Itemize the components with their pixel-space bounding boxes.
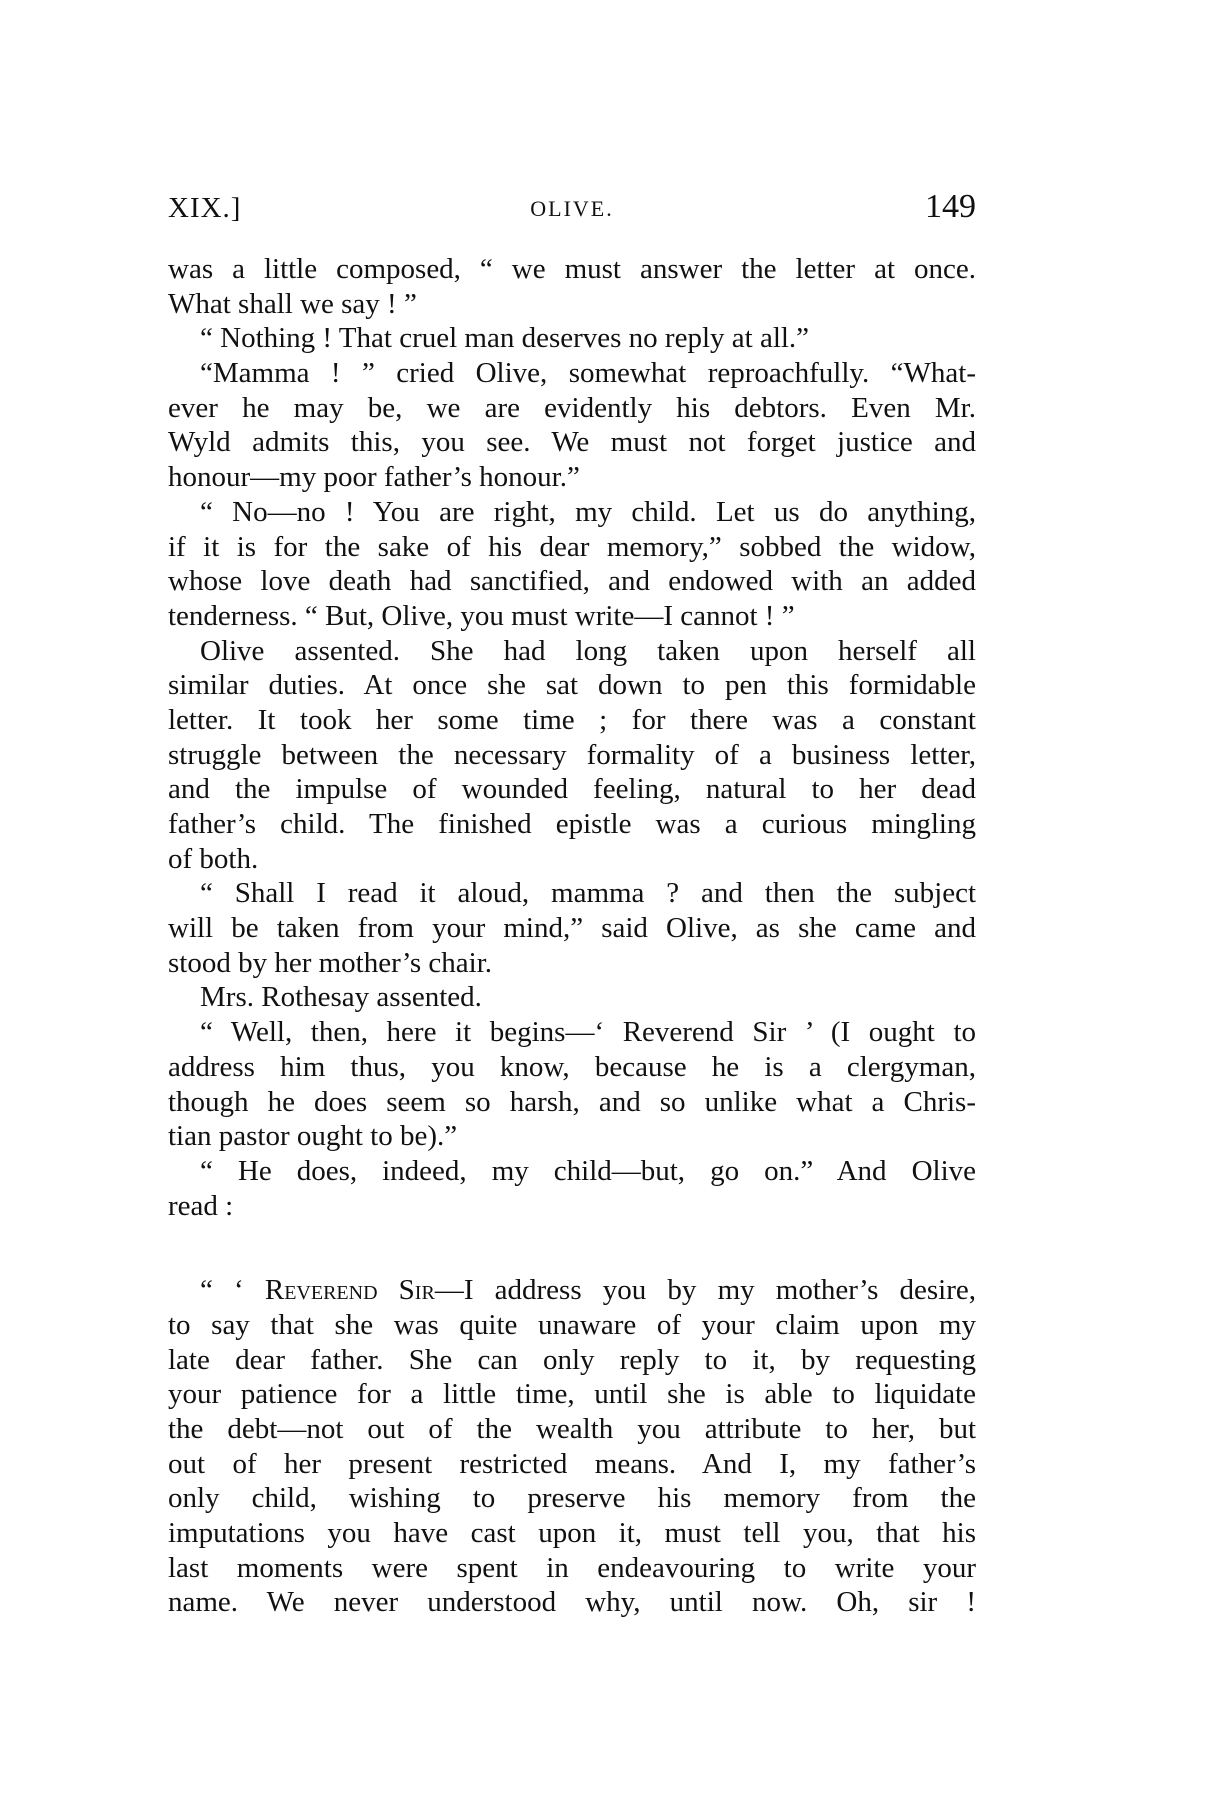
text-line: Olive assented. She had long taken upon herself all	[200, 634, 976, 667]
text-line: ever he may be, we are evidently his debtors. Even Mr.	[168, 391, 976, 424]
text-line: Mrs. Rothesay assented.	[200, 981, 482, 1014]
letter-line: last moments were spent in endeavouring to write your	[168, 1551, 976, 1584]
text-line: will be taken from your mind,” said Olive, as she came and	[168, 912, 976, 945]
text-line: whose love death had sanctified, and endowed with an added	[168, 565, 976, 598]
letter-salutation: Reverend Sir	[264, 1274, 435, 1307]
page-number: 149	[925, 188, 976, 225]
text-line: letter. It took her some time ; for there was a constant	[168, 703, 976, 736]
text-line: “ Nothing ! That cruel man deserves no reply at all.”	[200, 322, 810, 355]
running-title: OLIVE.	[530, 196, 614, 221]
letter-line: only child, wishing to preserve his memory from the	[168, 1482, 976, 1515]
text-line: similar duties. At once she sat down to pen this formidable	[168, 669, 976, 702]
text-line: address him thus, you know, because he is a clergyman,	[168, 1050, 976, 1083]
text-line: stood by her mother’s chair.	[168, 946, 493, 979]
letter-line: your patience for a little time, until she is able to liquidate	[168, 1378, 976, 1411]
text-line: “ Well, then, here it begins—‘ Reverend Sir ’ (I ought to	[200, 1016, 976, 1049]
text-line: father’s child. The finished epistle was a curious mingling	[168, 808, 976, 840]
text-line: was a little composed, “ we must answer the letter at once.	[168, 253, 976, 285]
letter-line: name. We never understood why, until now. Oh, sir !	[168, 1586, 976, 1619]
body-text	[168, 252, 976, 1620]
text-line: “ Shall I read it aloud, mamma ? and then the subject	[200, 877, 976, 910]
text-line: and the impulse of wounded feeling, natural to her dead	[168, 773, 976, 806]
text-line: Wyld admits this, you see. We must not forget justice and	[168, 426, 976, 459]
letter-line: to say that she was quite unaware of your claim upon my	[168, 1308, 976, 1341]
section-gap	[168, 1223, 976, 1273]
text-line: honour—my poor father’s honour.”	[168, 461, 580, 494]
letter-open-quote: “ ‘	[200, 1274, 265, 1307]
letter-line: the debt—not out of the wealth you attribute to her, but	[168, 1413, 976, 1445]
running-header	[168, 188, 976, 232]
text-line: What shall we say ! ”	[168, 287, 417, 320]
letter-first-line	[168, 1273, 976, 1308]
text-line: “ He does, indeed, my child—but, go on.” And Olive	[200, 1154, 976, 1187]
letter-line: imputations you have cast upon it, must tell you, that his	[168, 1517, 976, 1550]
text-line: struggle between the necessary formality of a business letter,	[168, 738, 976, 771]
text-line: tenderness. “ But, Olive, you must write—I cannot ! ”	[168, 599, 795, 632]
chapter-number: XIX.]	[168, 192, 242, 224]
letter-line: late dear father. She can only reply to it, by requesting	[168, 1343, 976, 1376]
text-line: “Mamma ! ” cried Olive, somewhat reproachfully. “What-	[200, 357, 976, 390]
letter-line: out of her present restricted means. And I, my father’s	[168, 1447, 976, 1480]
text-line: tian pastor ought to be).”	[168, 1120, 458, 1153]
letter-first-line-rest: —I address you by my mother’s desire,	[434, 1274, 976, 1307]
text-line: read :	[168, 1189, 234, 1222]
text-line: though he does seem so harsh, and so unlike what a Chris-	[168, 1085, 976, 1118]
text-line: of both.	[168, 842, 259, 875]
text-line: if it is for the sake of his dear memory,” sobbed the widow,	[168, 530, 976, 563]
text-line: “ No—no ! You are right, my child. Let us do anything,	[200, 495, 976, 528]
